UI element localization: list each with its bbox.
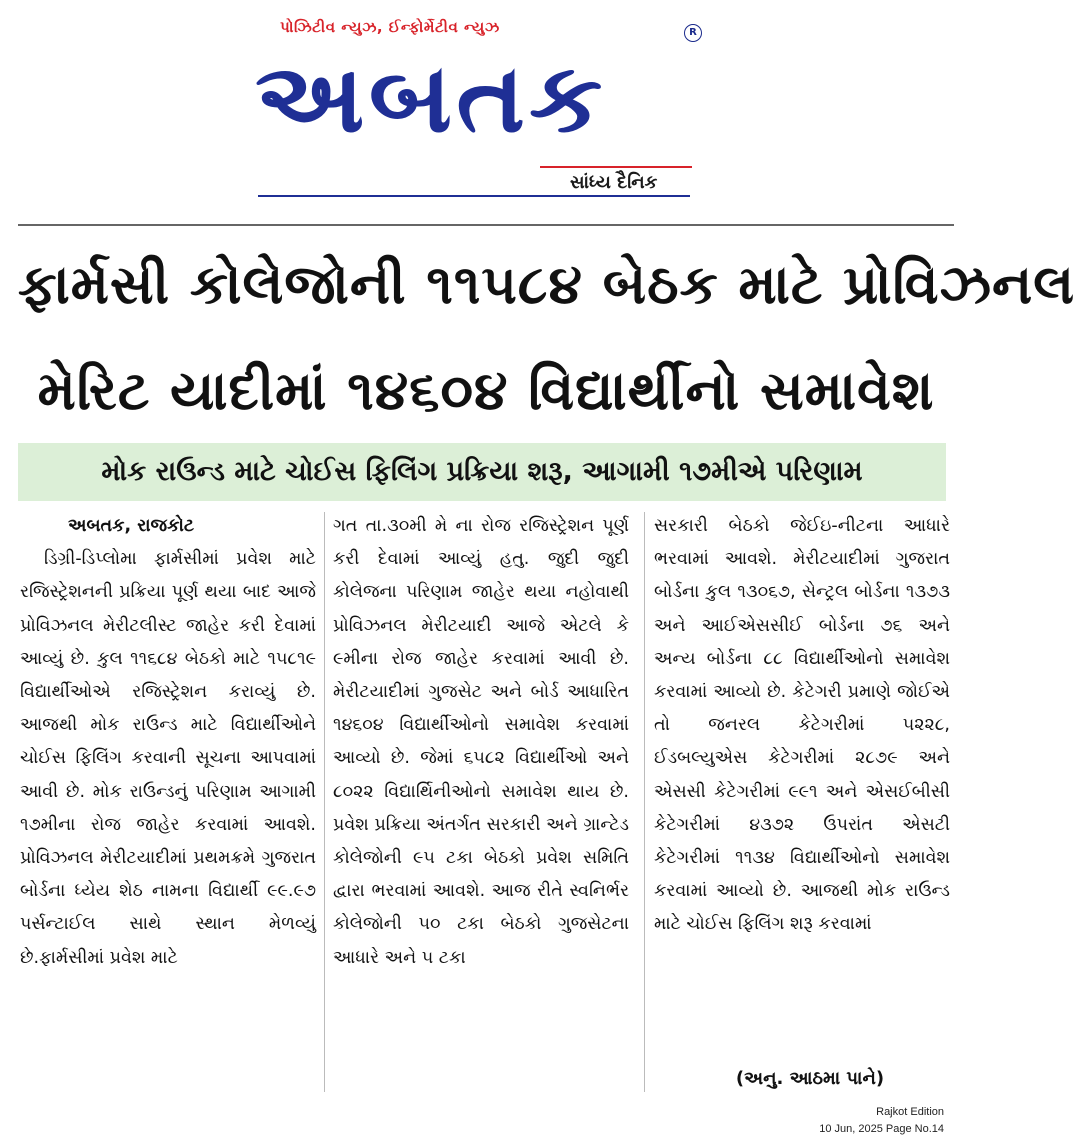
logo-underline-rule <box>258 195 690 197</box>
sub-headline-text: મોક રાઉન્ડ માટે ચોઈસ ફિલિંગ પ્રક્રિયા શરૂ, આગામી ૧૭મીએ પરિણામ <box>101 456 863 487</box>
column-divider <box>644 512 645 1092</box>
article-column-2-text: ગત તા.૩૦મી મે ના રોજ રજિસ્ટ્રેશન પૂર્ણ કરી દેવામાં આવ્યું હતુ. જુદી જુદી કોલેજના પરિણામ જાહેર થયા નહોવાથી પ્રોવિઝનલ મેરીટયાદી આજે એટલે કે ૯મીના રોજ જાહેર કરવામાં આવી છે. મેરીટયાદીમાં ગુજસેટ અને બોર્ડ આધારિત ૧૪૬૦૪ વિદ્યાર્થીઓનો સમાવેશ કરવામાં આવ્યો છે. જેમાં ૬૫૮૨ વિદ્યાર્થીઓ અને ૮૦૨૨ વિદ્યાર્થિનીઓનો સમાવેશ થાય છે. પ્રવેશ પ્રક્રિયા અંતર્ગત સરકારી અને ગ્રાન્ટેડ કોલેજોની ૯૫ ટકા બેઠકો પ્રવેશ સમિતિ દ્વારા ભરવામાં આવશે. આજ રીતે સ્વનિર્ભર કોલેજોની ૫૦ ટકા બેઠકો ગુજસેટના આધારે અને ૫ ટકા <box>333 516 629 968</box>
masthead-tagline: પોઝિટીવ ન્યુઝ, ઈન્ફોર્મેટીવ ન્યુઝ <box>280 18 500 36</box>
article-column-3-text: સરકારી બેઠકો જેઈઇ-નીટના આધારે ભરવામાં આવશે. મેરીટયાદીમાં ગુજરાત બોર્ડના કુલ ૧૩૦૬૭, સેન્ટ્રલ બોર્ડના ૧૩૭૩ અને આઈએસસીઈ બોર્ડના ૭૬ અને અન્ય બોર્ડના ૮૮ વિદ્યાર્થીઓનો સમાવેશ કરવામાં આવ્યો છે. કેટેગરી પ્રમાણે જોઈએ તો જનરલ કેટેગરીમાં ૫૨૨૮, ઈડબલ્યુએસ કેટેગરીમાં ૨૮૭૯ અને એસસી કેટેગરીમાં ૯૯૧ અને એસઈબીસી કેટેગરીમાં ૪૩૭૨ ઉપરાંત એસટી કેટેગરીમાં ૧૧૩૪ વિદ્યાર્થીઓનો સમાવેશ કરવામાં આવ્યો છે. આજથી મોક રાઉન્ડ માટે ચોઈસ ફિલિંગ શરૂ કરવામાં <box>654 516 950 935</box>
sub-headline-banner <box>18 443 946 501</box>
article-column-1-text: ડિગ્રી-ડિપ્લોમા ફાર્મસીમાં પ્રવેશ માટે રજિસ્ટ્રેશનની પ્રક્રિયા પૂર્ણ થયા બાદ આજે પ્રોવિઝનલ મેરીટલીસ્ટ જાહેર કરી દેવામાં આવ્યું છે. કુલ ૧૧૬૮૪ બેઠકો માટે ૧૫૮૧૯ વિદ્યાર્થીઓએ રજિસ્ટ્રેશન કરાવ્યું છે. આજથી મોક રાઉન્ડ માટે વિદ્યાર્થીઓને ચોઈસ ફિલિંગ કરવાની સૂચના આપવામાં આવી છે. મોક રાઉન્ડનું પરિણામ આગામી ૧૭મીના રોજ જાહેર કરવામાં આવશે. પ્રોવિઝનલ મેરીટયાદીમાં પ્રથમક્રમે ગુજરાત બોર્ડના ધ્યેય શેઠ નામના વિદ્યાર્થી ૯૯.૯૭ પર્સન્ટાઈલ સાથે સ્થાન મેળવ્યું છે.ફાર્મસીમાં પ્રવેશ માટે <box>20 549 316 968</box>
masthead <box>0 0 956 218</box>
headline-line-2: મેરિટ યાદીમાં ૧૪૬૦૪ વિદ્યાર્થીનો સમાવેશ <box>37 359 935 422</box>
masthead-divider <box>18 224 954 226</box>
article-column-1 <box>20 510 316 1100</box>
article-column-3 <box>654 510 950 1100</box>
edition-date-page: 10 Jun, 2025 Page No.14 <box>819 1123 944 1135</box>
masthead-subtitle: સાંધ્ય દૈનિક <box>570 172 658 193</box>
headline-line-1: ફાર્મસી કોલેજોની ૧૧૫૮૪ બેઠક માટે પ્રોવિઝનલ <box>18 253 1075 316</box>
edition-name: Rajkot Edition <box>876 1106 944 1118</box>
edition-info <box>744 1104 944 1138</box>
registered-mark-icon: R <box>684 24 702 42</box>
article-column-2 <box>333 510 629 1100</box>
article-dateline: અબતક, રાજકોટ <box>68 516 195 536</box>
newspaper-logo: અબતક <box>255 41 607 155</box>
continued-on-page-note: (અનુ. આઠમા પાને) <box>735 1068 885 1089</box>
column-divider <box>324 512 325 1092</box>
logo-accent-line <box>540 166 692 168</box>
